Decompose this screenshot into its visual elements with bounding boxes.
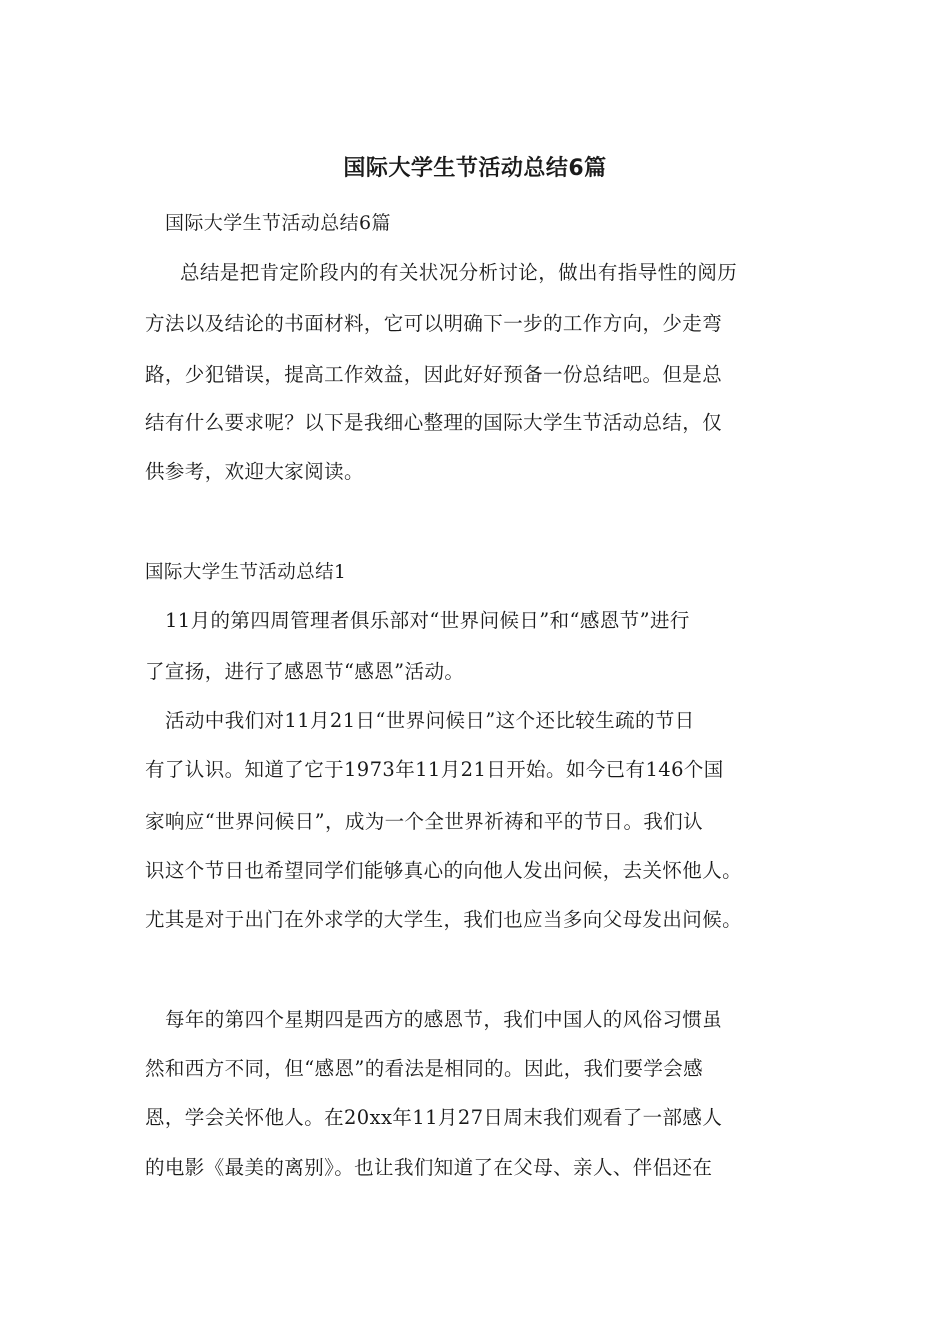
document-subtitle: 国际大学生节活动总结6篇 <box>165 212 391 234</box>
document-title: 国际大学生节活动总结6篇 <box>343 156 607 181</box>
intro-line: 结有什么要求呢？以下是我细心整理的国际大学生节活动总结，仅 <box>145 411 723 434</box>
intro-line: 方法以及结论的书面材料，它可以明确下一步的工作方向，少走弯 <box>145 312 723 335</box>
paragraph-line: 识这个节日也希望同学们能够真心的向他人发出问候，去关怀他人。 <box>145 859 743 882</box>
intro-line: 路，少犯错误，提高工作效益，因此好好预备一份总结吧。但是总 <box>145 363 723 386</box>
paragraph-line: 尤其是对于出门在外求学的大学生，我们也应当多向父母发出问候。 <box>145 908 743 931</box>
paragraph-line: 恩，学会关怀他人。在20xx年11月27日周末我们观看了一部感人 <box>145 1106 723 1129</box>
paragraph-line: 每年的第四个星期四是西方的感恩节，我们中国人的风俗习惯虽 <box>165 1008 723 1031</box>
paragraph-line: 的电影《最美的离别》。也让我们知道了在父母、亲人、伴侣还在 <box>145 1156 713 1179</box>
paragraph-line: 然和西方不同，但“感恩”的看法是相同的。因此，我们要学会感 <box>145 1057 704 1080</box>
paragraph-line: 了宣扬，进行了感恩节“感恩”活动。 <box>145 660 465 683</box>
intro-line: 供参考，欢迎大家阅读。 <box>145 460 364 483</box>
section-heading: 国际大学生节活动总结1 <box>145 562 347 583</box>
paragraph-line: 家响应“世界问候日”，成为一个全世界祈祷和平的节日。我们认 <box>145 810 704 833</box>
paragraph-line: 有了认识。知道了它于1973年11月21日开始。如今已有146个国 <box>145 758 724 781</box>
intro-line: 总结是把肯定阶段内的有关状况分析讨论，做出有指导性的阅历 <box>180 261 738 284</box>
paragraph-line: 11月的第四周管理者俱乐部对“世界问候日”和“感恩节”进行 <box>165 609 690 632</box>
paragraph-line: 活动中我们对11月21日“世界问候日”这个还比较生疏的节日 <box>165 709 695 732</box>
